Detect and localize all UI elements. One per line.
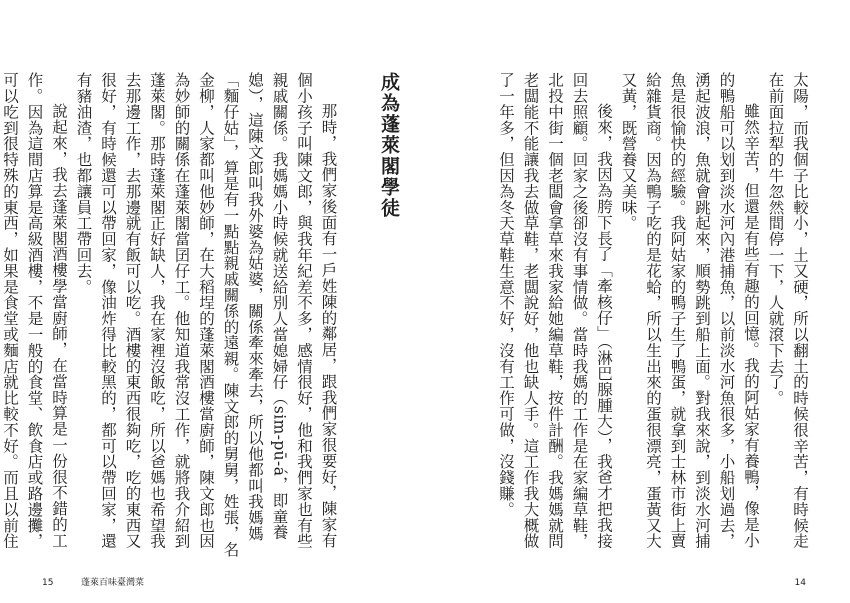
paragraph: 說起來，我去蓬萊閣酒樓學當廚師，在當時算是一份很不錯的工作。因為這間店算是高級酒樓，不是一般的食堂、飲食店或路邊攤，可以吃到很特殊的東西，如果是食堂或麵店就比較不好。而且以前住: [1, 72, 68, 549]
page-number: 15: [42, 578, 54, 588]
running-head: 蓬萊百味臺灣菜: [81, 578, 145, 588]
paragraph: 太陽，而我個子比較小，土又硬，所以翻土的時候很辛苦，有時候走在前面拉犁的牛忽然間停一下，人就滾下去了。: [766, 72, 809, 549]
right-page: [425, 0, 850, 603]
chapter-title: 成為蓬萊閣學徒: [378, 72, 400, 219]
page-number: 14: [794, 578, 806, 588]
paragraph: 那時，我們家後面有一戶姓陳的鄰居，跟我們家很要好，陳家有個小孩子叫陳文郎，與我年紀差不多，感情很好，他和我們家也有些親戚關係。我媽媽小時候就送給別人當媳婦仔（sim-pū-á，即童養媳），這陳文郎叫我外婆為姑婆，關係牽來牽去，所以他都叫我媽媽「麵仔姑」，算是有一點點親戚關係的遠親。陳文郎的舅舅，姓張，名金柳，人家都叫他妙師，在大稻埕的蓬萊閣酒樓當廚師，陳文郎也因為妙師的關係在蓬萊閣當囝仔工。他知道我常沒工作，就將我介紹到蓬萊閣。那時蓬萊閣正好缺人，我在家裡沒飯吃，所以爸媽也希望我去那邊工作，去那邊就有飯可以吃。酒樓的東西很夠吃，吃的東西又很好，有時候還可以帶回家，像油炸得比較黑的，都可以帶回家，還有豬油渣，也都讓員工帶回去。: [74, 72, 338, 558]
left-page-text: [1, 72, 401, 564]
paragraph: 雖然辛苦，但還是有些有趣的回憶。我的阿姑家有養鴨，像是小的鴨船可以划到淡水河內港捕魚，以前淡水河魚很多，小船划過去，湧起波浪，魚就會跳起來，順勢跳到船上面。對我來說，到淡水河捕魚是很愉快的經驗。我阿姑家的鴨子生了鴨蛋，就拿到士林市街上賣給雜貨商。因為鴨子吃的是花蛤，所以生出來的蛋很漂亮，蛋黃又大又黃，既營養又美味。: [619, 72, 760, 549]
paragraph: 後來，我因為胯下長了「牽核仔」（淋巴腺腫大），我爸才把我接回去照顧。回家之後卻沒有事情做。當時我媽的工作是在家編草鞋，北投中街一個老闆會拿草來我家給她編草鞋，按件計酬。我媽媽就問老闆能不能讓我去做草鞋，老闆說好，他也缺人手。這工作我大概做了一年多，但因為冬天草鞋生意不好，沒有工作可做，沒錢賺。: [497, 72, 613, 549]
right-page-text: [474, 72, 812, 564]
